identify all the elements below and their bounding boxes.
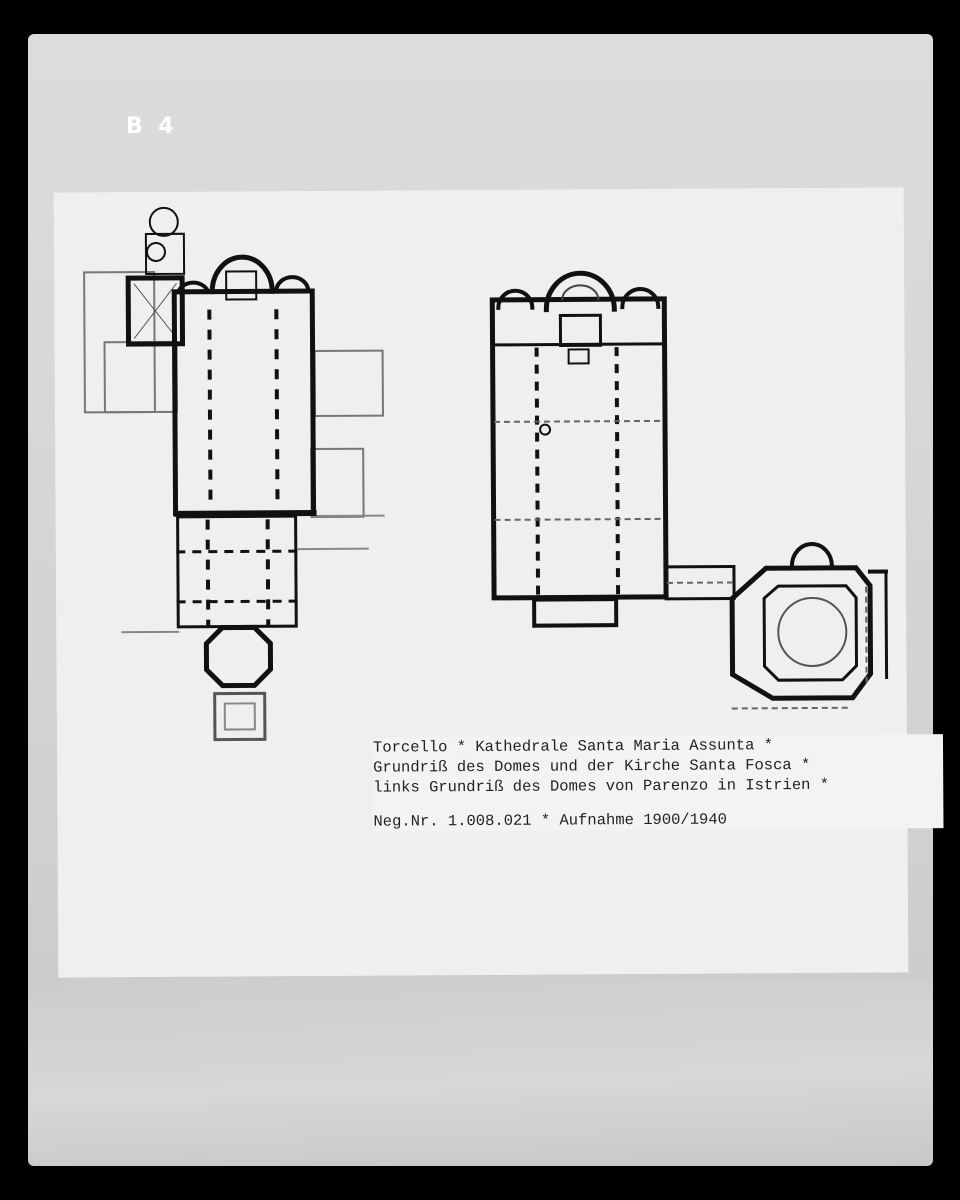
slide-label: B 4 xyxy=(126,114,178,139)
photo-mount xyxy=(28,34,933,1166)
caption-line-1: Torcello * Kathedrale Santa Maria Assunta * xyxy=(372,736,774,757)
floor-plans-drawing xyxy=(54,187,909,977)
caption-line-3: links Grundriß des Domes von Parenzo in Istrien * xyxy=(373,775,830,797)
caption-block xyxy=(373,734,944,831)
plan-parenzo xyxy=(84,207,385,741)
caption-line-2: Grundriß des Domes und der Kirche Santa Fosca * xyxy=(373,755,811,777)
plan-torcello xyxy=(492,271,887,710)
plan-sheet xyxy=(54,187,909,977)
mount-reflection xyxy=(28,979,933,1166)
caption-line-4: Neg.Nr. 1.008.021 * Aufnahme 1900/1940 xyxy=(373,810,727,831)
